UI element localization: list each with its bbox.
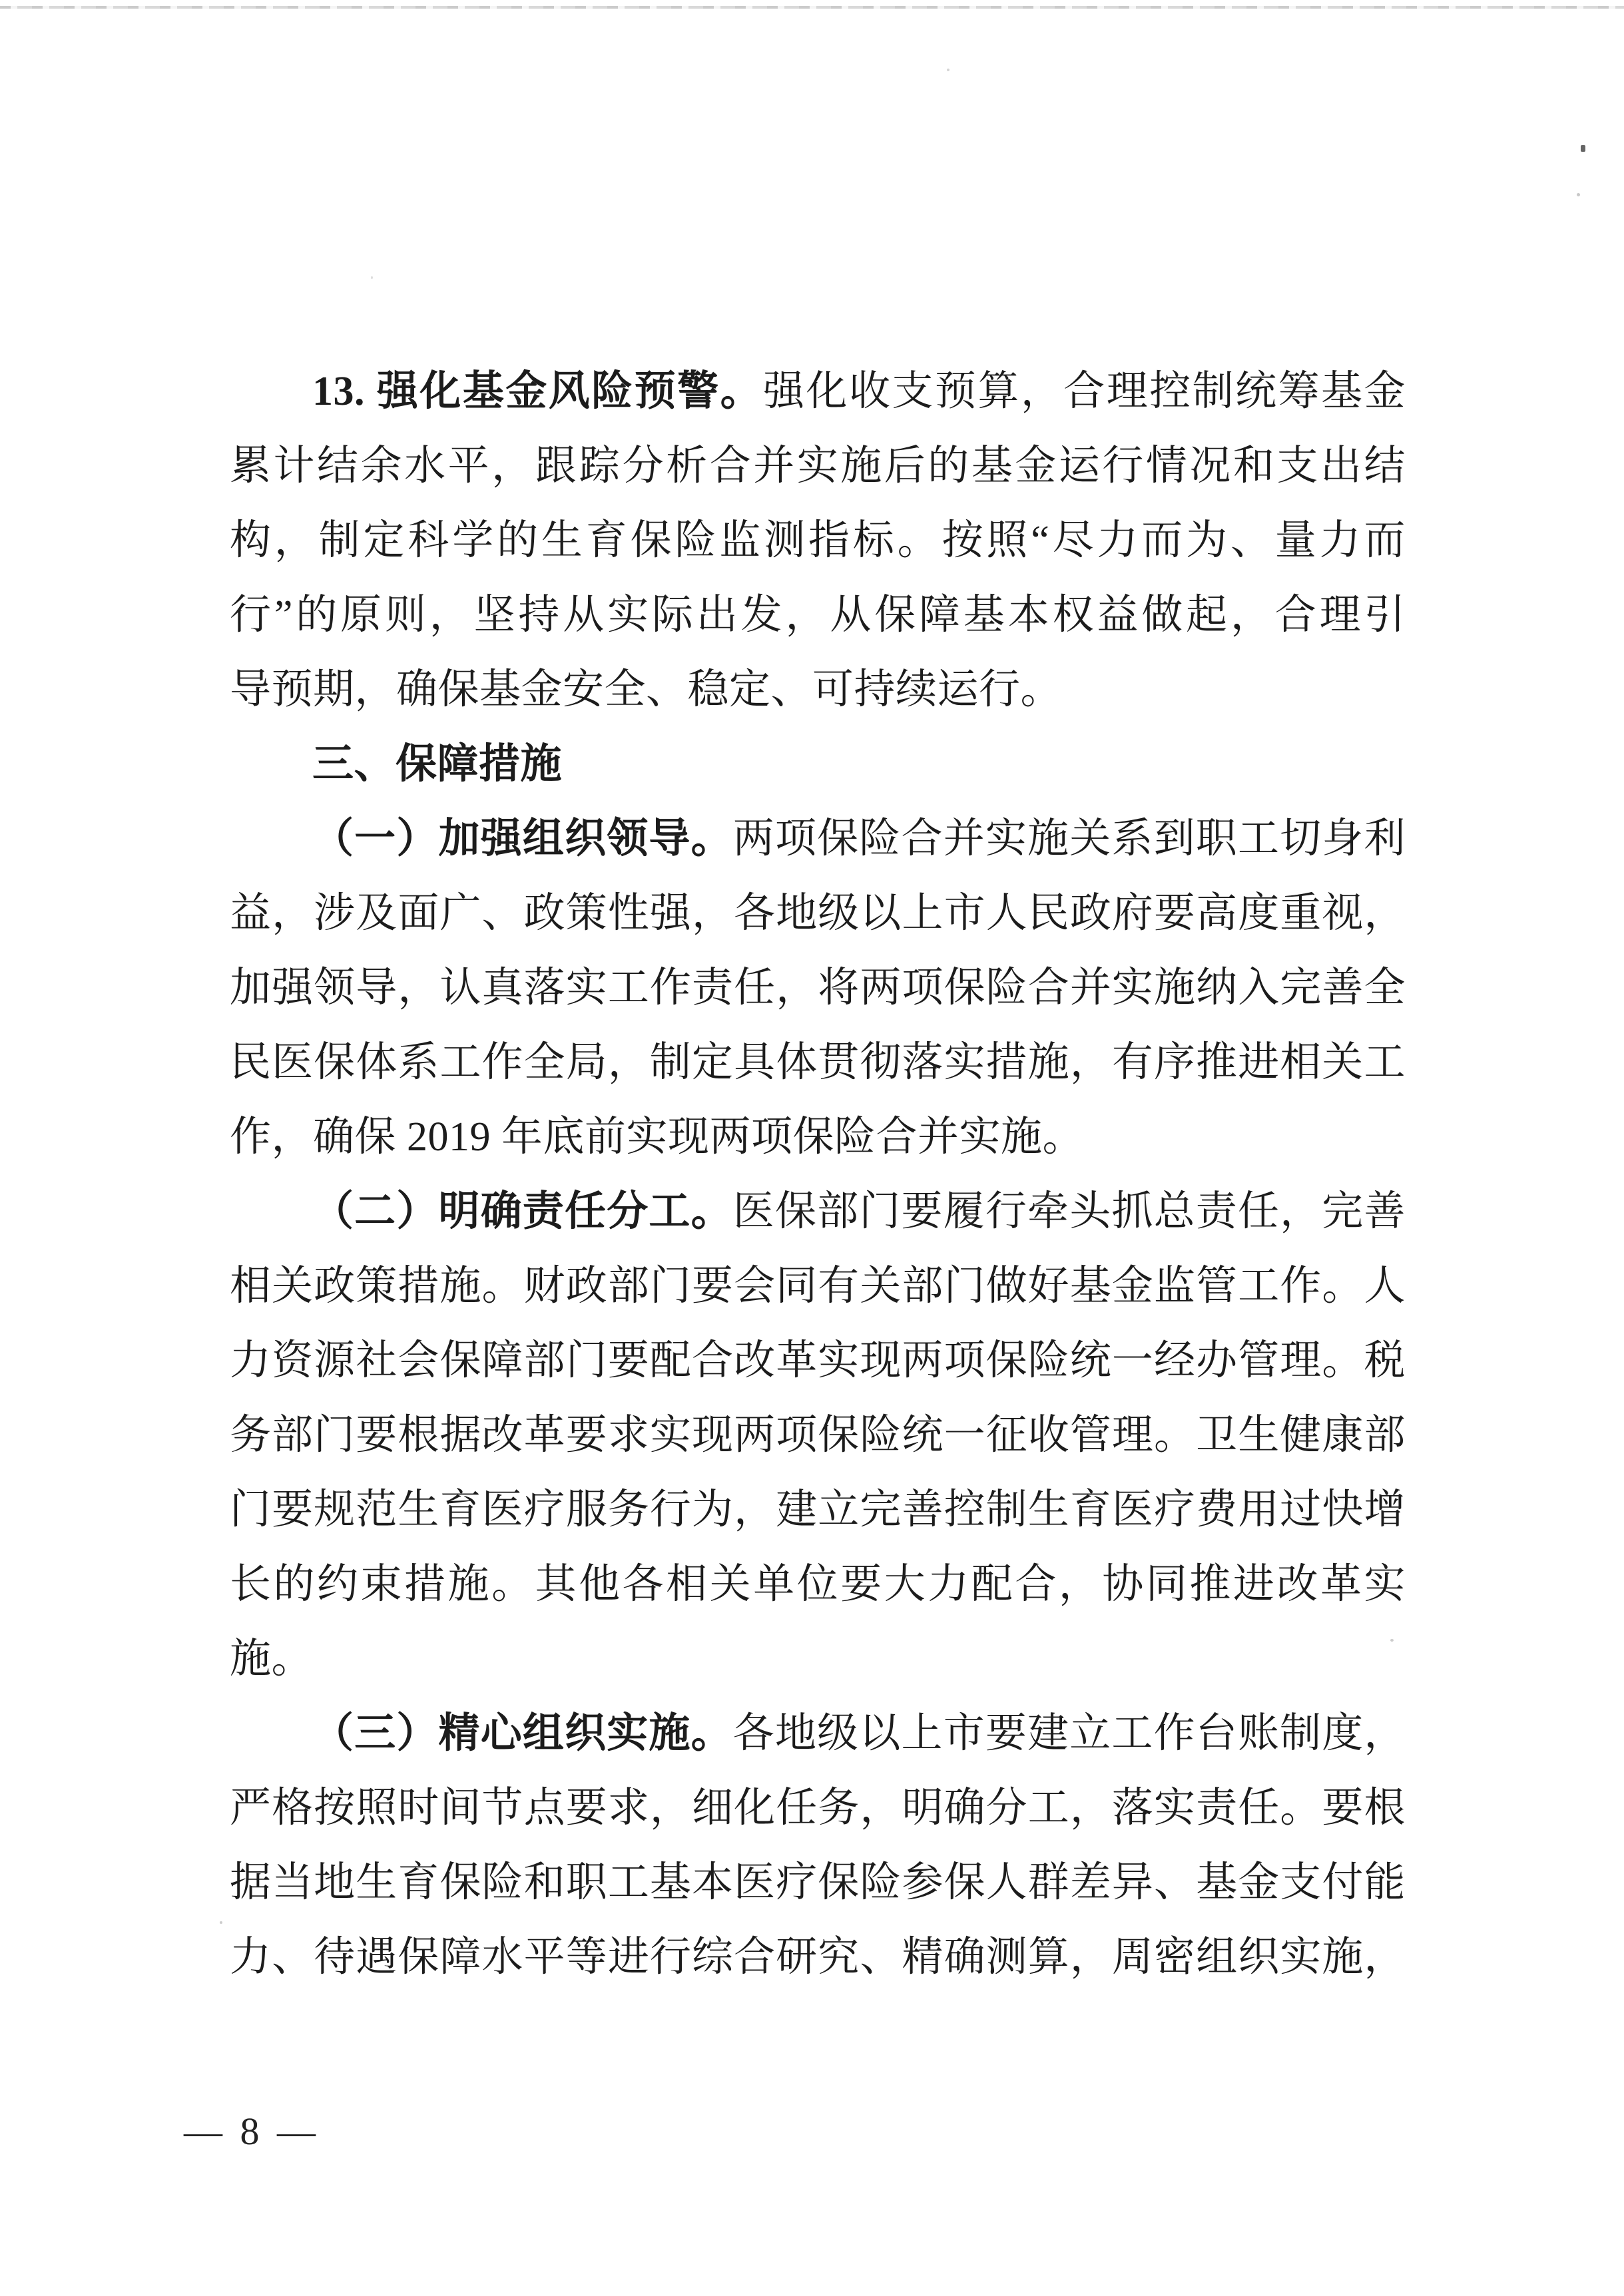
scan-artifact-speck	[1577, 193, 1580, 196]
text-line-15	[230, 1398, 1406, 1473]
lead-emphasis-segment: 三、保障措施	[312, 742, 563, 787]
scan-artifact-speck	[220, 1921, 222, 1924]
body-text-segment: 累计结余水平，跟踪分析合并实施后的基金运行情况和支出结	[230, 443, 1406, 489]
text-line-11	[230, 1100, 1406, 1174]
body-text-segment: 各地级以上市要建立工作台账制度，	[732, 1711, 1406, 1756]
scan-artifact-speck	[371, 276, 373, 279]
body-text-segment: 两项保险合并实施关系到职工切身利	[732, 816, 1406, 861]
body-text-segment: 严格按照时间节点要求，细化任务，明确分工，落实责任。要根	[230, 1785, 1406, 1831]
text-line-20	[230, 1771, 1406, 1845]
body-text-segment: 力、待遇保障水平等进行综合研究、精确测算，周密组织实施，	[230, 1935, 1406, 1980]
body-text-segment: 作，确保 2019 年底前实现两项保险合并实施。	[230, 1114, 1085, 1160]
lead-emphasis-segment: 13. 强化基金风险预警。	[312, 369, 764, 414]
text-line-9	[230, 951, 1406, 1025]
text-line-22	[230, 1920, 1406, 1994]
text-line-7	[230, 802, 1406, 876]
page-number: — 8 —	[184, 2110, 320, 2153]
text-line-21	[230, 1845, 1406, 1920]
body-text-segment: 长的约束措施。其他各相关单位要大力配合，协同推进改革实	[230, 1562, 1406, 1607]
lead-emphasis-segment: （一）加强组织领导。	[312, 816, 733, 861]
section-heading	[230, 727, 1406, 802]
scan-artifact-top-line	[0, 6, 1624, 9]
body-text-segment: 施。	[230, 1636, 314, 1682]
text-line-1	[230, 354, 1406, 429]
text-line-4	[230, 578, 1406, 652]
body-text-segment: 据当地生育保险和职工基本医疗保险参保人群差异、基金支付能	[230, 1860, 1406, 1905]
text-line-12	[230, 1174, 1406, 1249]
text-line-10	[230, 1025, 1406, 1100]
body-text-segment: 导预期，确保基金安全、稳定、可持续运行。	[230, 667, 1063, 712]
body-text-segment: 医保部门要履行牵头抓总责任，完善	[732, 1189, 1406, 1234]
body-text-segment: 加强领导，认真落实工作责任，将两项保险合并实施纳入完善全	[230, 965, 1406, 1011]
body-text-segment: 益，涉及面广、政策性强，各地级以上市人民政府要高度重视，	[230, 891, 1406, 936]
text-line-3	[230, 503, 1406, 578]
text-line-2	[230, 429, 1406, 503]
body-text-segment: 民医保体系工作全局，制定具体贯彻落实措施，有序推进相关工	[230, 1040, 1406, 1085]
text-line-17	[230, 1547, 1406, 1622]
text-line-8	[230, 876, 1406, 951]
scan-artifact-speck	[1390, 1639, 1394, 1642]
scan-artifact-speck	[947, 69, 949, 71]
lead-emphasis-segment: （二）明确责任分工。	[312, 1189, 733, 1234]
body-text-segment: 门要规范生育医疗服务行为，建立完善控制生育医疗费用过快增	[230, 1487, 1406, 1532]
text-line-14	[230, 1323, 1406, 1398]
body-text-segment: 行”的原则，坚持从实际出发，从保障基本权益做起，合理引	[230, 592, 1406, 638]
scan-artifact-speck	[1581, 145, 1585, 152]
text-line-18	[230, 1622, 1406, 1696]
text-line-19	[230, 1696, 1406, 1771]
body-text-segment: 强化收支预算，合理控制统筹基金	[763, 369, 1406, 414]
body-text-segment: 力资源社会保障部门要配合改革实现两项保险统一经办管理。税	[230, 1338, 1406, 1383]
text-block	[230, 354, 1406, 1994]
body-text-segment: 相关政策措施。财政部门要会同有关部门做好基金监管工作。人	[230, 1263, 1406, 1309]
lead-emphasis-segment: （三）精心组织实施。	[312, 1711, 733, 1756]
text-line-13	[230, 1249, 1406, 1323]
body-text-segment: 构，制定科学的生育保险监测指标。按照“尽力而为、量力而	[230, 518, 1406, 563]
body-text-segment: 务部门要根据改革要求实现两项保险统一征收管理。卫生健康部	[230, 1413, 1406, 1458]
text-line-16	[230, 1473, 1406, 1547]
text-line-5	[230, 652, 1406, 727]
